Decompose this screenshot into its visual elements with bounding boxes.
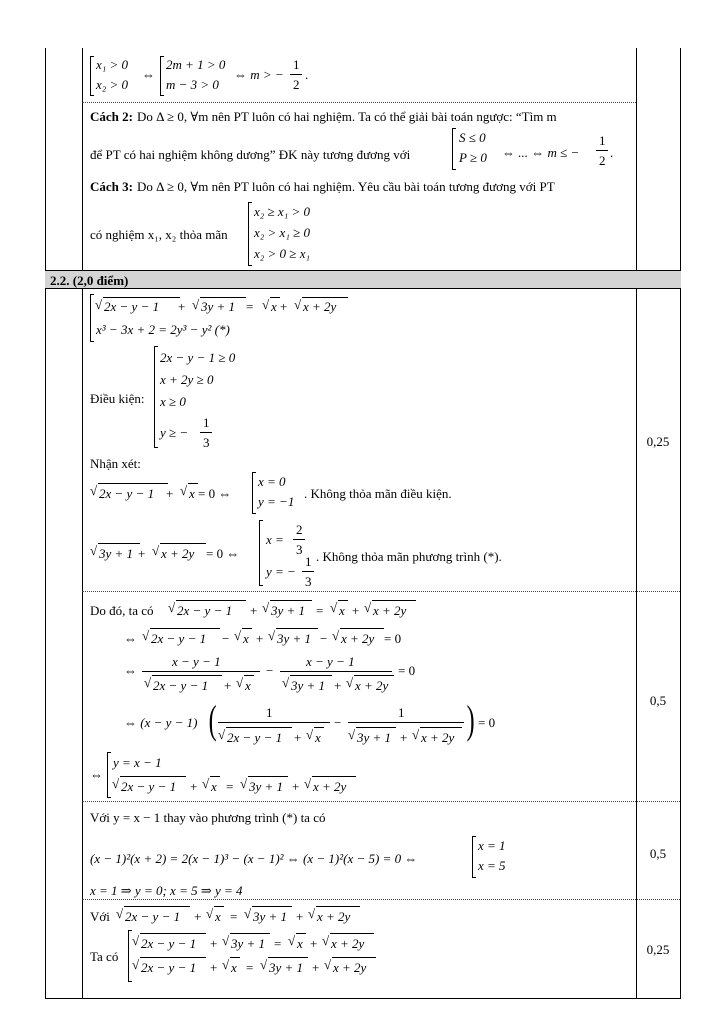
factor-expression: ⇔ (x − y − 1) [124, 715, 198, 730]
score-cell: 0,25 [646, 942, 670, 957]
sqrt-sign: √ [142, 628, 150, 643]
score-cell: 0,25 [646, 434, 670, 449]
cach3-label: Cách 3: [90, 179, 133, 194]
solution: x = 5 [478, 858, 506, 873]
plus-sign: + [334, 678, 342, 693]
minus-sign: − [334, 715, 342, 730]
sqrt-bar [312, 776, 356, 777]
radicand: 3y + 1 [99, 546, 134, 561]
sqrt-bar [244, 675, 254, 676]
dieu-kien-label: Điều kiện: [90, 391, 145, 406]
fraction-num: 1 [266, 705, 273, 720]
sqrt-bar [270, 297, 280, 298]
radicand: x [315, 730, 321, 745]
sqrt-bar [316, 906, 360, 907]
equation-line: S ≤ 0 [459, 130, 486, 145]
fraction-bar [218, 722, 330, 723]
fraction-den: 3 [203, 435, 210, 450]
fraction-den: 3 [296, 542, 303, 557]
plus-sign: + [312, 960, 320, 975]
radicand: x + 2y [313, 779, 347, 794]
sqrt-sign: √ [308, 906, 316, 921]
sqrt-sign: √ [90, 483, 98, 498]
iff-symbol: ⇔ [90, 767, 103, 782]
plus-sign: + [292, 779, 300, 794]
sqrt-sign: √ [236, 675, 244, 690]
equals-zero: = 0 [478, 715, 496, 730]
radicand: 3y + 1 [201, 299, 236, 314]
score-column-border [636, 288, 637, 999]
sqrt-sign: √ [324, 957, 332, 972]
fraction-bar [293, 539, 305, 540]
cach2-label: Cách 2: [90, 109, 133, 124]
row-divider [82, 102, 636, 103]
equals-sign: = [274, 936, 282, 951]
sqrt-sign: √ [306, 727, 314, 742]
fraction-bar [290, 74, 302, 75]
sqrt-bar [150, 628, 220, 629]
radicand: 3y + 1 [231, 936, 266, 951]
minus-sign: − [320, 631, 328, 646]
radicand: x + 2y [303, 299, 337, 314]
sqrt-sign: √ [180, 483, 188, 498]
sqrt-sign: √ [234, 628, 242, 643]
nhan-xet-label: Nhận xét: [90, 456, 141, 471]
radicand: x + 2y [341, 631, 375, 646]
equation-line: x₂ > x₁ ≥ 0 [254, 225, 310, 240]
equation-line: x = 0 [258, 474, 286, 489]
radicand: 3y + 1 [271, 603, 306, 618]
equals-iff: = 0 ⇔ [198, 486, 232, 501]
fraction-bar [142, 671, 260, 672]
sqrt-bar [270, 600, 312, 601]
radicand: x [211, 779, 217, 794]
sqrt-bar [332, 957, 376, 958]
system-brace [154, 346, 158, 448]
score-cell: 0,5 [649, 693, 667, 708]
fraction-bar [302, 571, 314, 572]
sqrt-bar [268, 957, 308, 958]
equation-line: y = −1 [258, 494, 295, 509]
equation-line: x₁ > 0 [96, 57, 129, 72]
radicand: x + 2y [355, 678, 389, 693]
fraction-bar [348, 722, 464, 723]
sqrt-sign: √ [332, 628, 340, 643]
sqrt-bar [214, 906, 224, 907]
radicand: 3y + 1 [277, 631, 312, 646]
sqrt-sign: √ [268, 628, 276, 643]
cach3-line2: có nghiệm x₁, x₂ thỏa mãn [90, 227, 228, 242]
condition: x + 2y ≥ 0 [160, 372, 214, 387]
system-brace [90, 56, 94, 96]
radicand: 2x − y − 1 [99, 486, 155, 501]
score-cell: 0,5 [649, 846, 667, 861]
remark-text: . Không thỏa mãn phương trình (*). [316, 549, 502, 564]
sqrt-sign: √ [132, 933, 140, 948]
table-bottom-border [45, 998, 681, 999]
radicand: x [243, 631, 249, 646]
sqrt-bar [124, 906, 190, 907]
radicand: x [245, 678, 251, 693]
radicand: x + 2y [373, 603, 407, 618]
fraction-num: 1 [305, 554, 312, 569]
fraction-num: x − y − 1 [306, 654, 355, 669]
sqrt-sign: √ [346, 675, 354, 690]
fraction-den: 3 [305, 574, 312, 589]
equation-line: x = [266, 532, 284, 547]
system-brace [259, 520, 263, 586]
sqrt-bar [200, 297, 246, 298]
period: . [305, 67, 309, 82]
equals-sign: = [316, 603, 324, 618]
equals-sign: = [246, 960, 254, 975]
sqrt-sign: √ [262, 297, 270, 312]
minus-sign: − [222, 631, 230, 646]
sqrt-bar [230, 933, 270, 934]
sqrt-bar [176, 600, 246, 601]
sqrt-bar [188, 483, 198, 484]
system-brace [160, 56, 164, 96]
radicand: 2x − y − 1 [151, 631, 207, 646]
plus-sign: + [310, 936, 318, 951]
equals-iff: = 0 ⇔ [206, 546, 240, 561]
sqrt-bar [140, 933, 206, 934]
plus-sign: + [210, 936, 218, 951]
radicand: 3y + 1 [291, 678, 326, 693]
sqrt-sign: √ [222, 957, 230, 972]
radicand: x [231, 960, 237, 975]
row2-intro: Do đó, ta có [90, 603, 154, 618]
fraction-den: 2 [599, 153, 606, 168]
sqrt-bar [210, 776, 220, 777]
system-brace [248, 202, 252, 266]
sqrt-sign: √ [132, 957, 140, 972]
sqrt-bar [103, 297, 180, 298]
equation-line: y = x − 1 [113, 755, 162, 770]
system-brace [472, 836, 476, 878]
radicand: x [339, 603, 345, 618]
row-divider [82, 801, 680, 802]
radicand: 3y + 1 [357, 730, 392, 745]
section-header [45, 270, 681, 288]
radicand: x [297, 936, 303, 951]
sqrt-bar [226, 727, 292, 728]
sqrt-sign: √ [304, 776, 312, 791]
sqrt-sign: √ [262, 600, 270, 615]
sqrt-sign: √ [202, 776, 210, 791]
sqrt-sign: √ [330, 600, 338, 615]
radicand: x [215, 909, 221, 924]
equation-line: ⇔ m > − [234, 67, 284, 82]
table-inner-border [82, 48, 83, 270]
score-column-border [636, 48, 637, 270]
sqrt-bar [242, 628, 252, 629]
period: . [610, 145, 614, 160]
section-header-bottom [45, 288, 681, 289]
plus-sign: + [190, 779, 198, 794]
equation-line: 2m + 1 > 0 [166, 57, 226, 72]
sqrt-sign: √ [294, 297, 302, 312]
equation-line: x₂ ≥ x₁ > 0 [254, 204, 310, 219]
plus-sign: + [210, 960, 218, 975]
sqrt-sign: √ [244, 906, 252, 921]
plus-sign: + [352, 603, 360, 618]
plus: + [138, 546, 146, 561]
sqrt-sign: √ [218, 727, 226, 742]
sqrt-sign: √ [116, 906, 124, 921]
table-inner-border [82, 288, 83, 999]
sqrt-bar [152, 675, 222, 676]
system-brace [252, 472, 256, 514]
solution: x = 1 [478, 838, 506, 853]
fraction-num: x − y − 1 [172, 654, 221, 669]
system-brace [452, 128, 456, 170]
equation-line: P ≥ 0 [459, 150, 487, 165]
plus-sign: + [400, 730, 408, 745]
sqrt-sign: √ [222, 933, 230, 948]
sqrt-bar [420, 727, 462, 728]
system-brace [107, 752, 111, 798]
paren-left: ( [208, 697, 217, 742]
row-divider [82, 591, 680, 592]
equals-sign: = [230, 909, 238, 924]
sqrt-bar [354, 675, 394, 676]
sqrt-bar [98, 483, 168, 484]
sqrt-sign: √ [260, 957, 268, 972]
sqrt-bar [248, 776, 288, 777]
cach2-line1: Do Δ ≥ 0, ∀m nên PT luôn có hai nghiệm. Ta có thể giải bài toán ngược: “Tìm m [137, 109, 557, 124]
remark-text: . Không thỏa mãn điều kiện. [304, 486, 452, 501]
ta-co-label: Ta có [90, 949, 119, 964]
radicand: 2x − y − 1 [141, 960, 197, 975]
fraction-num: 1 [203, 415, 210, 430]
sqrt-sign: √ [412, 727, 420, 742]
sqrt-sign: √ [90, 543, 98, 558]
cach2-line2: để PT có hai nghiệm không dương” ĐK này tương đương với [90, 147, 411, 162]
plus-sign: + [224, 678, 232, 693]
radicand: x + 2y [421, 730, 455, 745]
sqrt-sign: √ [288, 933, 296, 948]
sqrt-bar [252, 906, 292, 907]
radicand: x + 2y [317, 909, 351, 924]
row3-line1: Với y = x − 1 thay vào phương trình (*) ta có [90, 810, 326, 825]
paren-right: ) [466, 697, 475, 742]
equation-line: x₂ > 0 [96, 77, 129, 92]
condition: x ≥ 0 [160, 394, 186, 409]
radicand: 2x − y − 1 [227, 730, 283, 745]
condition: 2x − y − 1 ≥ 0 [160, 350, 236, 365]
plus: + [280, 299, 288, 314]
sqrt-bar [338, 600, 348, 601]
sqrt-bar [340, 628, 384, 629]
equation-line: y = − [266, 564, 296, 579]
equals: = [246, 299, 254, 314]
sqrt-bar [160, 543, 206, 544]
equals-sign: = [226, 779, 234, 794]
sqrt-sign: √ [348, 727, 356, 742]
plus-sign: + [256, 631, 264, 646]
sqrt-sign: √ [322, 933, 330, 948]
fraction-bar [596, 150, 608, 151]
fraction-bar [200, 432, 212, 433]
equation-line: m − 3 > 0 [166, 77, 219, 92]
radicand: x [189, 486, 195, 501]
fraction-bar [280, 671, 392, 672]
equals-zero: = 0 [384, 631, 402, 646]
fraction-num: 1 [293, 57, 300, 72]
equation-line: ⇔ ... ⇔ m ≤ − [502, 145, 580, 160]
sqrt-sign: √ [206, 906, 214, 921]
sqrt-bar [140, 957, 206, 958]
radicand: x + 2y [161, 546, 195, 561]
sqrt-sign: √ [240, 776, 248, 791]
plus-sign: + [296, 909, 304, 924]
fraction-num: 1 [398, 705, 405, 720]
radicand: 3y + 1 [253, 909, 288, 924]
table-left-border [45, 48, 46, 999]
iff-symbol: ⇔ [124, 663, 137, 678]
sqrt-sign: √ [282, 675, 290, 690]
radicand: 2x − y − 1 [125, 909, 181, 924]
radicand: 3y + 1 [249, 779, 284, 794]
sqrt-bar [120, 776, 186, 777]
radicand: 3y + 1 [269, 960, 304, 975]
plus: + [178, 299, 186, 314]
radicand: x [271, 299, 277, 314]
sqrt-bar [302, 297, 348, 298]
sqrt-bar [276, 628, 318, 629]
row4-intro: Với [90, 909, 110, 924]
system-brace [90, 294, 94, 342]
sqrt-bar [296, 933, 306, 934]
plus-sign: + [294, 730, 302, 745]
plus-sign: + [194, 909, 202, 924]
row3-line2: (x − 1)²(x + 2) = 2(x − 1)³ − (x − 1)² ⇔ (x − 1)²(x − 5) = 0 ⇔ [90, 851, 418, 866]
sqrt-sign: √ [152, 543, 160, 558]
equals-zero: = 0 [398, 663, 416, 678]
row-divider [82, 899, 680, 900]
fraction-num: 2 [296, 522, 303, 537]
cach3-line1: Do Δ ≥ 0, ∀m nên PT luôn có hai nghiệm. Yêu cầu bài toán tương đương với PT [137, 179, 555, 194]
condition: y ≥ − [160, 425, 189, 440]
radicand: 2x − y − 1 [104, 299, 160, 314]
equation-line: x₂ > 0 ≥ x₁ [254, 246, 310, 261]
sqrt-bar [314, 727, 324, 728]
radicand: 2x − y − 1 [177, 603, 233, 618]
minus-sign: − [266, 663, 274, 678]
sqrt-sign: √ [112, 776, 120, 791]
plus: + [166, 486, 174, 501]
equation-line: x³ − 3x + 2 = 2y³ − y² (*) [96, 322, 230, 337]
sqrt-bar [372, 600, 416, 601]
iff-symbol: ⇔ [142, 67, 155, 82]
radicand: 2x − y − 1 [121, 779, 177, 794]
iff-symbol: ⇔ [124, 631, 137, 646]
fraction-den: 2 [293, 77, 300, 92]
section-header-top [45, 270, 681, 271]
sqrt-sign: √ [364, 600, 372, 615]
sqrt-bar [356, 727, 396, 728]
sqrt-sign: √ [144, 675, 152, 690]
sqrt-sign: √ [168, 600, 176, 615]
sqrt-sign: √ [192, 297, 200, 312]
radicand: x + 2y [331, 936, 365, 951]
sqrt-sign: √ [95, 297, 103, 312]
sqrt-bar [330, 933, 374, 934]
section-title: 2.2. (2,0 điểm) [50, 273, 129, 288]
sqrt-bar [230, 957, 240, 958]
fraction-num: 1 [599, 133, 606, 148]
sqrt-bar [98, 543, 140, 544]
radicand: x + 2y [333, 960, 367, 975]
plus-sign: + [250, 603, 258, 618]
radicand: 2x − y − 1 [153, 678, 209, 693]
row3-line3: x = 1 ⇒ y = 0; x = 5 ⇒ y = 4 [90, 883, 243, 898]
sqrt-bar [290, 675, 332, 676]
radicand: 2x − y − 1 [141, 936, 197, 951]
